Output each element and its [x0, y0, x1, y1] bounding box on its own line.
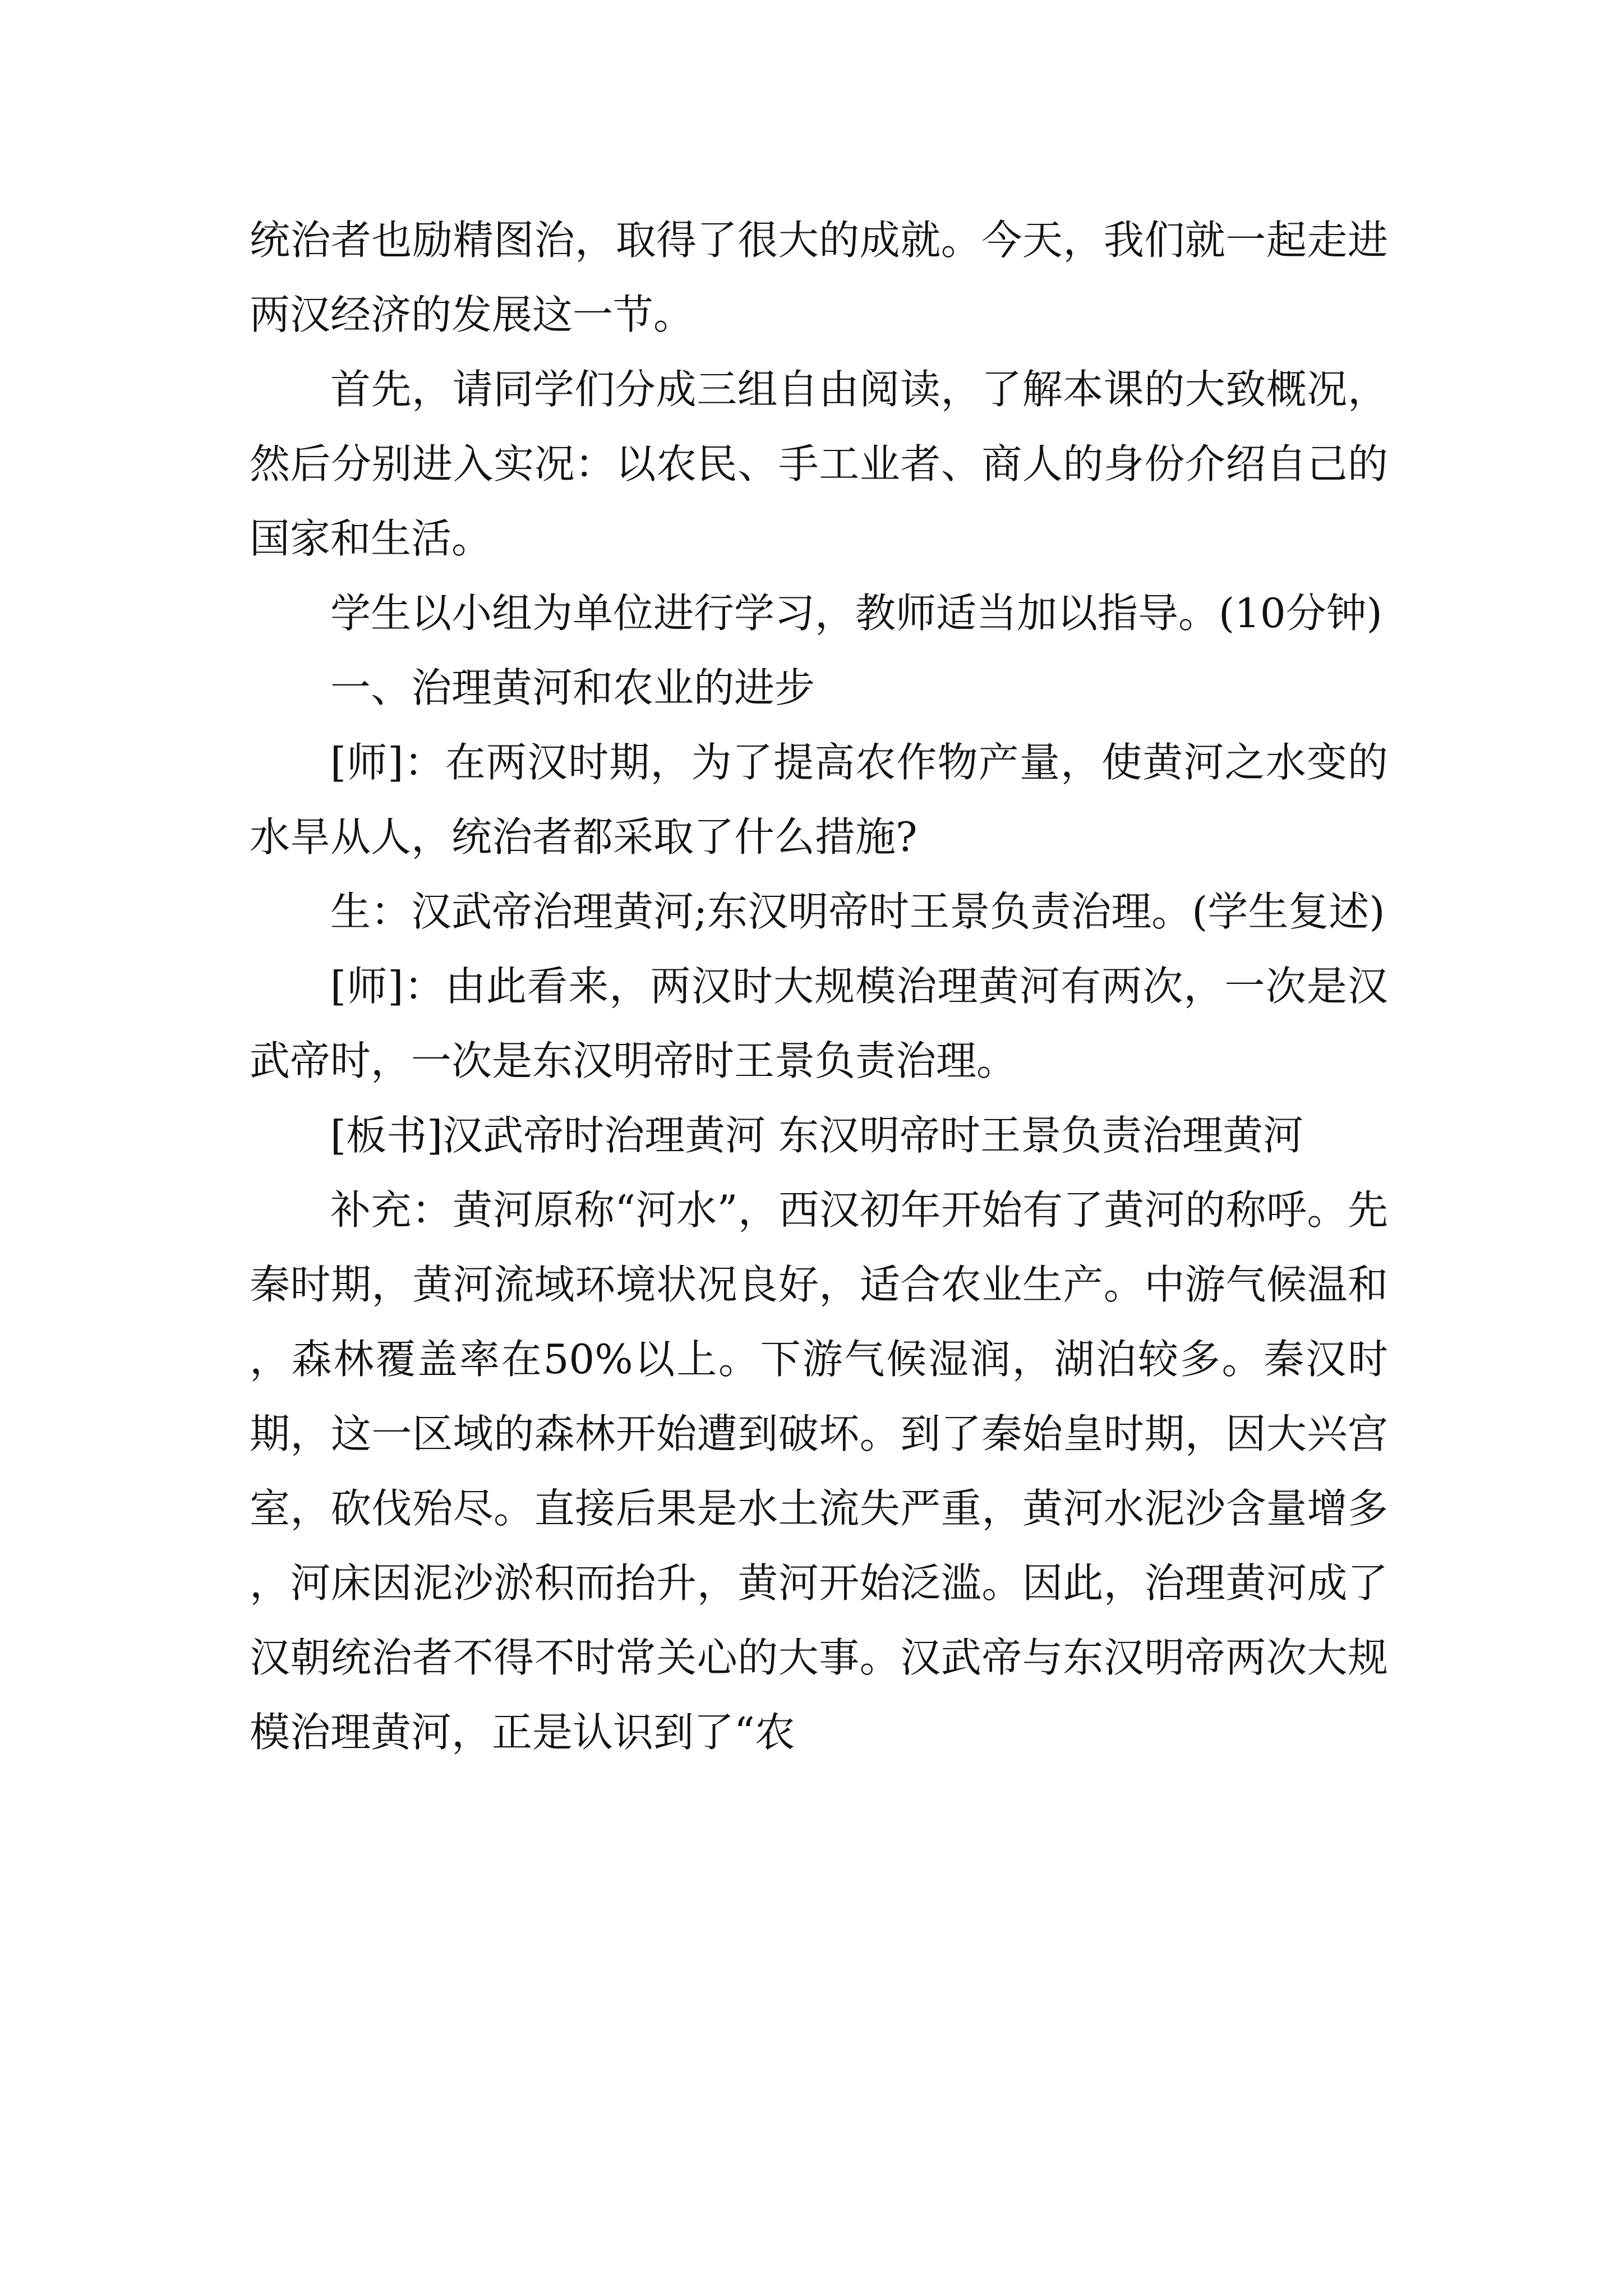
paragraph-group-study: 学生以小组为单位进行学习，教师适当加以指导。(10分钟)	[330, 590, 1382, 637]
paragraph-blackboard: [板书]汉武帝时治理黄河 东汉明帝时王景负责治理黄河	[330, 1112, 1304, 1159]
paragraph-teacher-question: [师]：在两汉时期，为了提高农作物产量，使黄河之水变的水旱从人，统治者都采取了什么措施?	[250, 739, 1388, 861]
paragraph-teacher-summary: [师]：由此看来，两汉时大规模治理黄河有两次，一次是汉武帝时，一次是东汉明帝时王景负责治理。	[250, 963, 1388, 1084]
document-body	[250, 203, 1388, 1770]
paragraph-continuation: 统治者也励精图治，取得了很大的成就。今天，我们就一起走进两汉经济的发展这一节。	[250, 217, 1388, 338]
paragraph-supplement: 补充：黄河原称“河水”，西汉初年开始有了黄河的称呼。先秦时期，黄河流域环境状况良好，适合农业生产。中游气候温和，森林覆盖率在50%以上。下游气候湿润，湖泊较多。秦汉时期，这一区域的森林开始遭到破坏。到了秦始皇时期，因大兴宫室，砍伐殆尽。直接后果是水土流失严重，黄河水泥沙含量增多，河床因泥沙淤积而抬升，黄河开始泛滥。因此，治理黄河成了汉朝统治者不得不时常关心的大事。汉武帝与东汉明帝两次大规模治理黄河，正是认识到了“农	[250, 1186, 1388, 1756]
paragraph-group-reading: 首先，请同学们分成三组自由阅读，了解本课的大致概况，然后分别进入实况：以农民、手工业者、商人的身份介绍自己的国家和生活。	[250, 366, 1388, 562]
paragraph-student-answer: 生：汉武帝治理黄河;东汉明帝时王景负责治理。(学生复述)	[330, 888, 1385, 935]
section-heading: 一、治理黄河和农业的进步	[330, 664, 815, 711]
